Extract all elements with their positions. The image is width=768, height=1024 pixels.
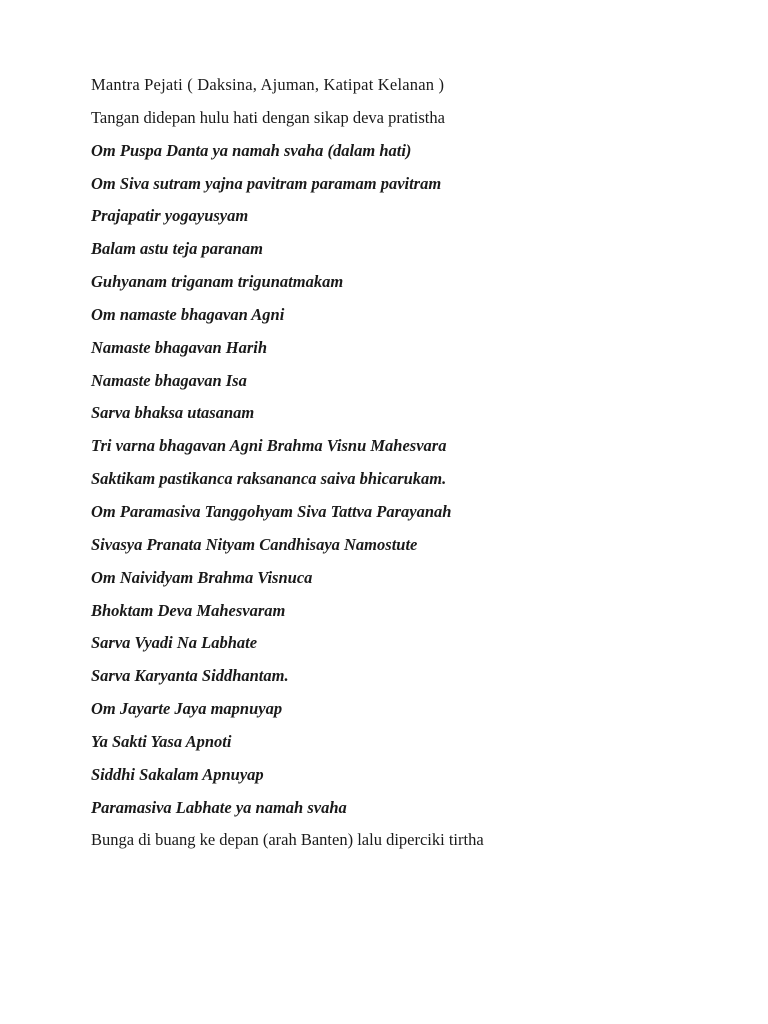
mantra-line: Sarva Karyanta Siddhantam. bbox=[91, 666, 289, 686]
mantra-line: Siddhi Sakalam Apnuyap bbox=[91, 764, 264, 784]
mantra-line: Om Paramasiva Tanggohyam Siva Tattva Parayanah bbox=[91, 501, 452, 521]
document-title: Mantra Pejati ( Daksina, Ajuman, Katipat Kelanan ) bbox=[91, 75, 445, 94]
instruction-open: Tangan didepan hulu hati dengan sikap deva pratistha bbox=[91, 107, 445, 127]
mantra-line: Om Puspa Danta ya namah svaha (dalam hati) bbox=[91, 140, 412, 160]
mantra-line: Namaste bhagavan Harih bbox=[91, 337, 268, 357]
mantra-line: Bhoktam Deva Mahesvaram bbox=[91, 600, 286, 620]
mantra-line: Namaste bhagavan Isa bbox=[91, 370, 247, 390]
mantra-line: Om Siva sutram yajna pavitram paramam pavitram bbox=[91, 173, 442, 193]
mantra-line: Balam astu teja paranam bbox=[91, 239, 263, 259]
mantra-line: Saktikam pastikanca raksananca saiva bhicarukam. bbox=[91, 469, 447, 489]
mantra-line: Om Jayarte Jaya mapnuyap bbox=[91, 699, 283, 719]
mantra-line: Sivasya Pranata Nityam Candhisaya Namostute bbox=[91, 534, 418, 554]
instruction-close: Bunga di buang ke depan (arah Banten) lalu diperciki tirtha bbox=[91, 830, 484, 850]
mantra-line: Om Naividyam Brahma Visnuca bbox=[91, 567, 313, 587]
mantra-line: Om namaste bhagavan Agni bbox=[91, 304, 285, 324]
mantra-line: Ya Sakti Yasa Apnoti bbox=[91, 731, 232, 751]
mantra-line: Guhyanam triganam trigunatmakam bbox=[91, 272, 344, 292]
document-body bbox=[91, 69, 751, 857]
mantra-line: Tri varna bhagavan Agni Brahma Visnu Mahesvara bbox=[91, 436, 447, 456]
mantra-line: Prajapatir yogayusyam bbox=[91, 206, 249, 226]
mantra-line: Sarva bhaksa utasanam bbox=[91, 403, 255, 423]
mantra-line: Sarva Vyadi Na Labhate bbox=[91, 633, 258, 653]
mantra-line: Paramasiva Labhate ya namah svaha bbox=[91, 797, 347, 817]
